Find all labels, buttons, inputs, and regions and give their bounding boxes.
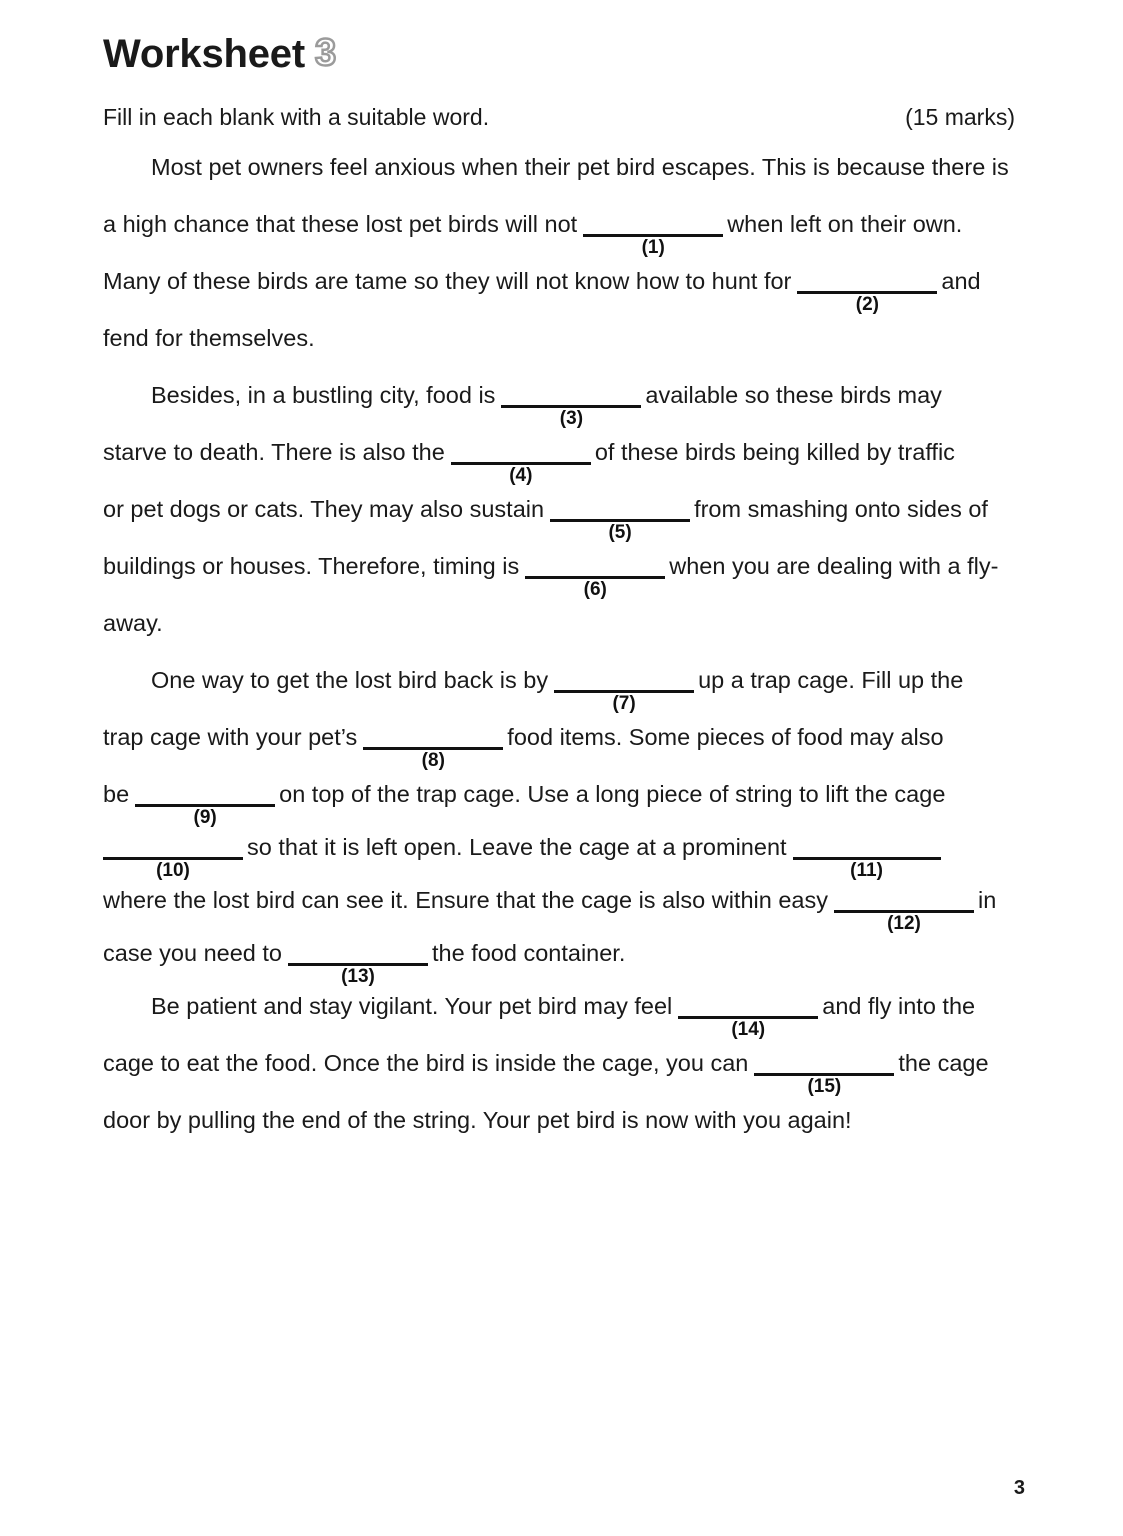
line-text: Be patient and stay vigilant. Your pet bird may feel (151, 993, 673, 1019)
line-text: when left on their own. (727, 211, 963, 237)
text-line (103, 665, 1018, 722)
worksheet-number-outline: 3 (314, 32, 337, 74)
page-title (103, 34, 336, 74)
line-text: food items. Some pieces of food may also (507, 724, 944, 750)
line-text: the food container. (432, 940, 626, 966)
line-text: away. (103, 610, 163, 636)
line-text: door by pulling the end of the string. Your pet bird is now with you again! (103, 1107, 852, 1133)
line-text: starve to death. There is also the (103, 439, 445, 465)
line-text: and (941, 268, 981, 294)
blank-number: (9) (193, 807, 217, 828)
text-line (103, 551, 1018, 608)
blank-8[interactable] (363, 722, 503, 771)
line-text: on top of the trap cage. Use a long piece of string to lift the cage (279, 781, 946, 807)
blank-number: (6) (583, 579, 607, 600)
blank-2[interactable] (797, 266, 937, 315)
blank-1[interactable] (583, 209, 723, 258)
text-line (103, 437, 1018, 494)
text-line (103, 779, 1018, 832)
blank-9[interactable] (135, 779, 275, 828)
line-text: in (977, 887, 997, 913)
blank-3[interactable] (501, 380, 641, 429)
line-text: case you need to (103, 940, 282, 966)
line-text: so that it is left open. Leave the cage at a prominent (247, 834, 787, 860)
blank-number: (1) (641, 237, 665, 258)
text-line (103, 266, 1018, 323)
blank-15[interactable] (754, 1048, 894, 1097)
blank-14[interactable] (678, 991, 818, 1040)
text-line (103, 608, 1018, 665)
text-line (103, 885, 1018, 938)
blank-4[interactable] (451, 437, 591, 486)
line-text: the cage (898, 1050, 989, 1076)
blank-11[interactable] (793, 832, 941, 881)
line-text: Most pet owners feel anxious when their pet bird escapes. This is because there is (151, 154, 1009, 180)
line-text: when you are dealing with a fly- (669, 553, 999, 579)
line-text: up a trap cage. Fill up the (698, 667, 964, 693)
line-text: be (103, 781, 130, 807)
line-text: where the lost bird can see it. Ensure that the cage is also within easy (103, 887, 828, 913)
blank-6[interactable] (525, 551, 665, 600)
line-text: of these birds being killed by traffic (594, 439, 955, 465)
blank-number: (7) (612, 693, 636, 714)
blank-number: (3) (559, 408, 584, 429)
page-number: 3 (1013, 1477, 1025, 1499)
text-line (103, 722, 1018, 779)
blank-number: (2) (855, 294, 879, 315)
blank-number: (12) (887, 913, 921, 934)
line-text: from smashing onto sides of (694, 496, 988, 522)
blank-number: (10) (156, 860, 190, 881)
line-text: buildings or houses. Therefore, timing is (103, 553, 520, 579)
blank-12[interactable] (834, 885, 974, 934)
marks-label: (15 marks) (905, 104, 1015, 130)
blank-7[interactable] (554, 665, 694, 714)
line-text: fend for themselves. (103, 325, 315, 351)
blank-number: (4) (509, 465, 533, 486)
blank-number: (14) (731, 1019, 766, 1040)
line-text: Many of these birds are tame so they will not know how to hunt for (103, 268, 792, 294)
blank-number: (5) (608, 522, 632, 543)
blank-number: (13) (341, 966, 375, 987)
line-text: a high chance that these lost pet birds will not (103, 211, 578, 237)
text-line (103, 380, 1018, 437)
text-line (103, 832, 1018, 885)
line-text: available so these birds may (645, 382, 942, 408)
instruction-text: Fill in each blank with a suitable word. (103, 104, 490, 130)
line-text: trap cage with your pet’s (103, 724, 358, 750)
instruction-row (103, 104, 1015, 131)
line-text: cage to eat the food. Once the bird is inside the cage, you can (103, 1050, 749, 1076)
blank-13[interactable] (288, 938, 428, 987)
text-line (103, 209, 1018, 266)
line-text: Besides, in a bustling city, food is (151, 382, 496, 408)
text-line (103, 1105, 1018, 1162)
blank-number: (11) (850, 860, 883, 881)
text-line (103, 991, 1018, 1048)
line-text: or pet dogs or cats. They may also sustain (103, 496, 545, 522)
blank-number: (8) (421, 750, 445, 771)
text-line (103, 1048, 1018, 1105)
blank-5[interactable] (550, 494, 690, 543)
text-line (103, 323, 1018, 380)
worksheet-body (103, 152, 1018, 1162)
blank-number: (15) (807, 1076, 842, 1097)
text-line (103, 494, 1018, 551)
line-text: One way to get the lost bird back is by (151, 667, 549, 693)
line-text: and fly into the (822, 993, 976, 1019)
blank-10[interactable] (103, 832, 243, 881)
page-title-word: Worksheet (103, 32, 305, 76)
text-line (103, 152, 1018, 209)
text-line (103, 938, 1018, 991)
